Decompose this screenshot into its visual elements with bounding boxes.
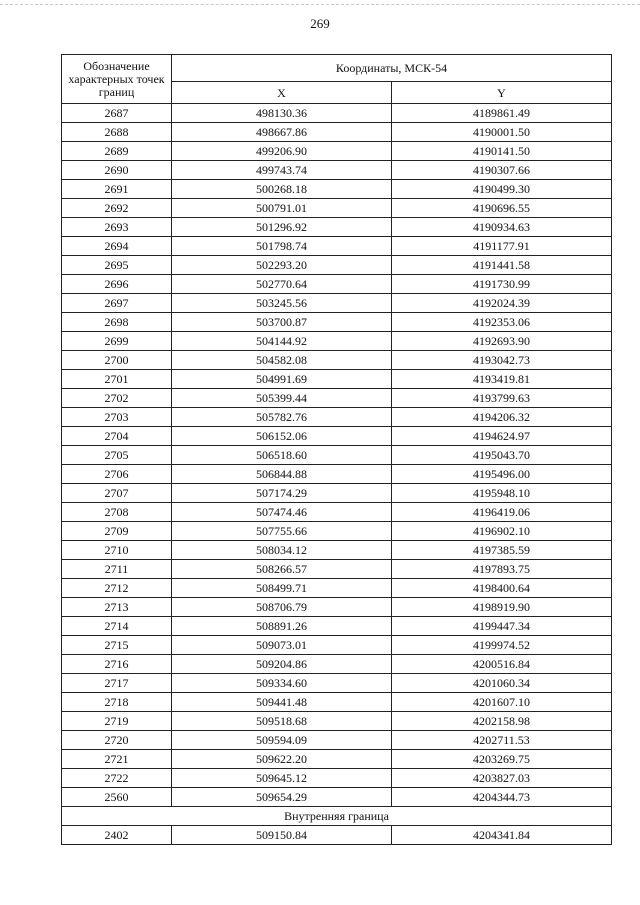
x-cell: 503700.87 [172, 313, 392, 332]
y-cell: 4203269.75 [392, 750, 612, 769]
x-cell: 509441.48 [172, 693, 392, 712]
point-cell: 2692 [62, 199, 172, 218]
x-cell: 506518.60 [172, 446, 392, 465]
table-row [62, 788, 612, 807]
table-row [62, 161, 612, 180]
point-cell: 2693 [62, 218, 172, 237]
point-cell: 2720 [62, 731, 172, 750]
x-cell: 509150.84 [172, 826, 392, 845]
x-cell: 503245.56 [172, 294, 392, 313]
section-title-inner-boundary: Внутренняя граница [62, 807, 612, 826]
point-cell: 2703 [62, 408, 172, 427]
y-cell: 4191441.58 [392, 256, 612, 275]
point-cell: 2705 [62, 446, 172, 465]
x-cell: 509204.86 [172, 655, 392, 674]
point-cell: 2717 [62, 674, 172, 693]
x-cell: 505399.44 [172, 389, 392, 408]
table-row [62, 123, 612, 142]
table-row [62, 446, 612, 465]
y-cell: 4200516.84 [392, 655, 612, 674]
x-cell: 502770.64 [172, 275, 392, 294]
y-cell: 4196419.06 [392, 503, 612, 522]
point-cell: 2716 [62, 655, 172, 674]
table-body [62, 104, 612, 807]
table-row [62, 674, 612, 693]
table-row [62, 142, 612, 161]
x-cell: 508499.71 [172, 579, 392, 598]
x-cell: 504991.69 [172, 370, 392, 389]
x-cell: 499206.90 [172, 142, 392, 161]
y-cell: 4192353.06 [392, 313, 612, 332]
point-cell: 2713 [62, 598, 172, 617]
x-cell: 506844.88 [172, 465, 392, 484]
y-cell: 4190499.30 [392, 180, 612, 199]
point-cell: 2709 [62, 522, 172, 541]
point-cell: 2704 [62, 427, 172, 446]
y-cell: 4192024.39 [392, 294, 612, 313]
x-cell: 505782.76 [172, 408, 392, 427]
y-cell: 4203827.03 [392, 769, 612, 788]
table-row [62, 218, 612, 237]
point-cell: 2719 [62, 712, 172, 731]
y-cell: 4193042.73 [392, 351, 612, 370]
y-cell: 4198400.64 [392, 579, 612, 598]
point-cell: 2691 [62, 180, 172, 199]
table-row [62, 332, 612, 351]
point-cell: 2687 [62, 104, 172, 123]
y-cell: 4202711.53 [392, 731, 612, 750]
table-row [62, 180, 612, 199]
y-cell: 4196902.10 [392, 522, 612, 541]
point-cell: 2402 [62, 826, 172, 845]
header-x: X [172, 82, 392, 104]
table-row [62, 370, 612, 389]
x-cell: 509654.29 [172, 788, 392, 807]
table-row [62, 313, 612, 332]
x-cell: 500791.01 [172, 199, 392, 218]
table-row [62, 636, 612, 655]
x-cell: 508706.79 [172, 598, 392, 617]
x-cell: 509518.68 [172, 712, 392, 731]
table-row [62, 522, 612, 541]
table-row [62, 826, 612, 845]
coordinates-table [61, 54, 612, 845]
y-cell: 4191177.91 [392, 237, 612, 256]
point-cell: 2696 [62, 275, 172, 294]
y-cell: 4190141.50 [392, 142, 612, 161]
point-cell: 2721 [62, 750, 172, 769]
x-cell: 498130.36 [172, 104, 392, 123]
point-cell: 2698 [62, 313, 172, 332]
point-cell: 2702 [62, 389, 172, 408]
y-cell: 4199447.34 [392, 617, 612, 636]
y-cell: 4201060.34 [392, 674, 612, 693]
point-cell: 2700 [62, 351, 172, 370]
table-header [62, 55, 612, 104]
y-cell: 4194206.32 [392, 408, 612, 427]
point-cell: 2689 [62, 142, 172, 161]
point-cell: 2712 [62, 579, 172, 598]
x-cell: 508891.26 [172, 617, 392, 636]
point-cell: 2697 [62, 294, 172, 313]
point-cell: 2714 [62, 617, 172, 636]
y-cell: 4190307.66 [392, 161, 612, 180]
table-row [62, 104, 612, 123]
table-row [62, 275, 612, 294]
y-cell: 4195948.10 [392, 484, 612, 503]
x-cell: 509334.60 [172, 674, 392, 693]
table-row [62, 351, 612, 370]
x-cell: 499743.74 [172, 161, 392, 180]
table-row [62, 560, 612, 579]
header-coordinates: Координаты, МСК-54 [172, 55, 612, 82]
table-row [62, 484, 612, 503]
x-cell: 498667.86 [172, 123, 392, 142]
table-row [62, 731, 612, 750]
point-cell: 2718 [62, 693, 172, 712]
y-cell: 4197385.59 [392, 541, 612, 560]
x-cell: 509645.12 [172, 769, 392, 788]
point-cell: 2701 [62, 370, 172, 389]
y-cell: 4195496.00 [392, 465, 612, 484]
point-cell: 2711 [62, 560, 172, 579]
table-row [62, 541, 612, 560]
point-cell: 2706 [62, 465, 172, 484]
y-cell: 4189861.49 [392, 104, 612, 123]
x-cell: 509622.20 [172, 750, 392, 769]
table-row [62, 199, 612, 218]
table-row [62, 465, 612, 484]
y-cell: 4190934.63 [392, 218, 612, 237]
point-cell: 2715 [62, 636, 172, 655]
y-cell: 4190001.50 [392, 123, 612, 142]
y-cell: 4204341.84 [392, 826, 612, 845]
table-row [62, 503, 612, 522]
y-cell: 4201607.10 [392, 693, 612, 712]
y-cell: 4202158.98 [392, 712, 612, 731]
point-cell: 2695 [62, 256, 172, 275]
x-cell: 501296.92 [172, 218, 392, 237]
y-cell: 4199974.52 [392, 636, 612, 655]
point-cell: 2688 [62, 123, 172, 142]
table-row [62, 579, 612, 598]
x-cell: 507474.46 [172, 503, 392, 522]
header-point-designation: Обозначение характерных точек границ [62, 55, 172, 104]
table-row [62, 617, 612, 636]
point-cell: 2708 [62, 503, 172, 522]
table-row [62, 769, 612, 788]
x-cell: 509073.01 [172, 636, 392, 655]
y-cell: 4192693.90 [392, 332, 612, 351]
table-row [62, 294, 612, 313]
x-cell: 507174.29 [172, 484, 392, 503]
y-cell: 4194624.97 [392, 427, 612, 446]
point-cell: 2699 [62, 332, 172, 351]
table-row [62, 598, 612, 617]
x-cell: 508266.57 [172, 560, 392, 579]
point-cell: 2690 [62, 161, 172, 180]
y-cell: 4198919.90 [392, 598, 612, 617]
point-cell: 2707 [62, 484, 172, 503]
table-row [62, 427, 612, 446]
point-cell: 2560 [62, 788, 172, 807]
y-cell: 4191730.99 [392, 275, 612, 294]
x-cell: 506152.06 [172, 427, 392, 446]
y-cell: 4197893.75 [392, 560, 612, 579]
table-row [62, 693, 612, 712]
y-cell: 4195043.70 [392, 446, 612, 465]
x-cell: 504582.08 [172, 351, 392, 370]
page-number: 269 [310, 16, 330, 31]
table-row [62, 408, 612, 427]
table-row [62, 655, 612, 674]
table-row [62, 256, 612, 275]
top-dashed-rule [0, 4, 640, 5]
x-cell: 508034.12 [172, 541, 392, 560]
y-cell: 4190696.55 [392, 199, 612, 218]
x-cell: 501798.74 [172, 237, 392, 256]
table-row [62, 389, 612, 408]
inner-boundary-body [62, 826, 612, 845]
y-cell: 4193799.63 [392, 389, 612, 408]
y-cell: 4193419.81 [392, 370, 612, 389]
header-y: Y [392, 82, 612, 104]
x-cell: 500268.18 [172, 180, 392, 199]
inner-boundary-section [62, 807, 612, 826]
x-cell: 504144.92 [172, 332, 392, 351]
y-cell: 4204344.73 [392, 788, 612, 807]
x-cell: 509594.09 [172, 731, 392, 750]
x-cell: 502293.20 [172, 256, 392, 275]
point-cell: 2694 [62, 237, 172, 256]
point-cell: 2722 [62, 769, 172, 788]
x-cell: 507755.66 [172, 522, 392, 541]
table-row [62, 712, 612, 731]
point-cell: 2710 [62, 541, 172, 560]
table-row [62, 750, 612, 769]
table-row [62, 237, 612, 256]
